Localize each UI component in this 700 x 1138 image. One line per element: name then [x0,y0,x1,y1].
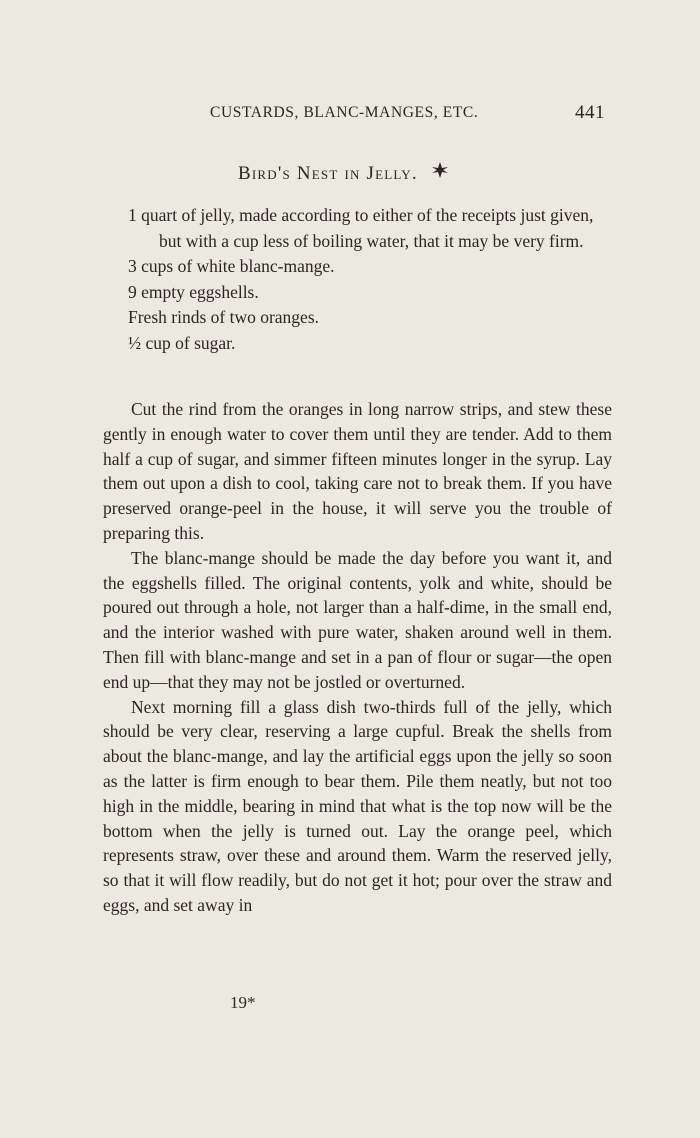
recipe-directions [103,397,612,918]
ingredient-item: 9 empty eggshells. [128,281,259,302]
direction-paragraph: Next morning fill a glass dish two-thirds full of the jelly, which should be very clear, reserving a large cupful. Break the shells from about the blanc-mange, and lay the artificial eggs upon the jelly so soon as the latter is firm enough to bear them. Pile them neatly, but not too high in the middle, bearing in mind that what is the top now will be the bottom when the jelly is turned out. Lay the orange peel, which represents straw, over these and around them. Warm the reserved jelly, so that it will flow readily, but do not get it hot; pour over the straw and eggs, and set away in [103,696,612,915]
ingredient-item: 3 cups of white blanc-mange. [128,256,335,276]
recipe-title-block [238,163,450,186]
ingredient-list [128,203,618,356]
running-head: CUSTARDS, BLANC-MANGES, ETC. [210,104,479,121]
direction-paragraph: Cut the rind from the oranges in long narrow strips, and stew these gently in enough water to cover them until they are tender. Add to them half a cup of sugar, and simmer fifteen minutes longer in the syrup. Lay them out upon a dish to cool, taking care not to break them. If you have preserved orange-peel in the house, it will serve you the trouble of preparing this. [103,399,612,543]
ingredient-item: ½ cup of sugar. [128,332,236,353]
page-number: 441 [575,102,605,123]
ingredient-item: Fresh rinds of two oranges. [128,307,320,327]
maltese-cross-icon [430,160,450,186]
direction-paragraph: The blanc-mange should be made the day before you want it, and the eggshells filled. The original contents, yolk and white, should be poured out through a hole, not larger than a half-dime, in the small end, and the interior washed with pure water, shaken around well in them. Then fill with blanc-mange and set in a pan of flour or sugar—the open end up—that they may not be jostled or overturned. [103,547,612,692]
recipe-title: Bird's Nest in Jelly. [238,163,418,184]
ingredient-item: 1 quart of jelly, made according to either of the receipts just given, but with a cup less of boiling water, that it may be very firm. [128,205,594,251]
signature-mark: 19* [230,993,256,1012]
